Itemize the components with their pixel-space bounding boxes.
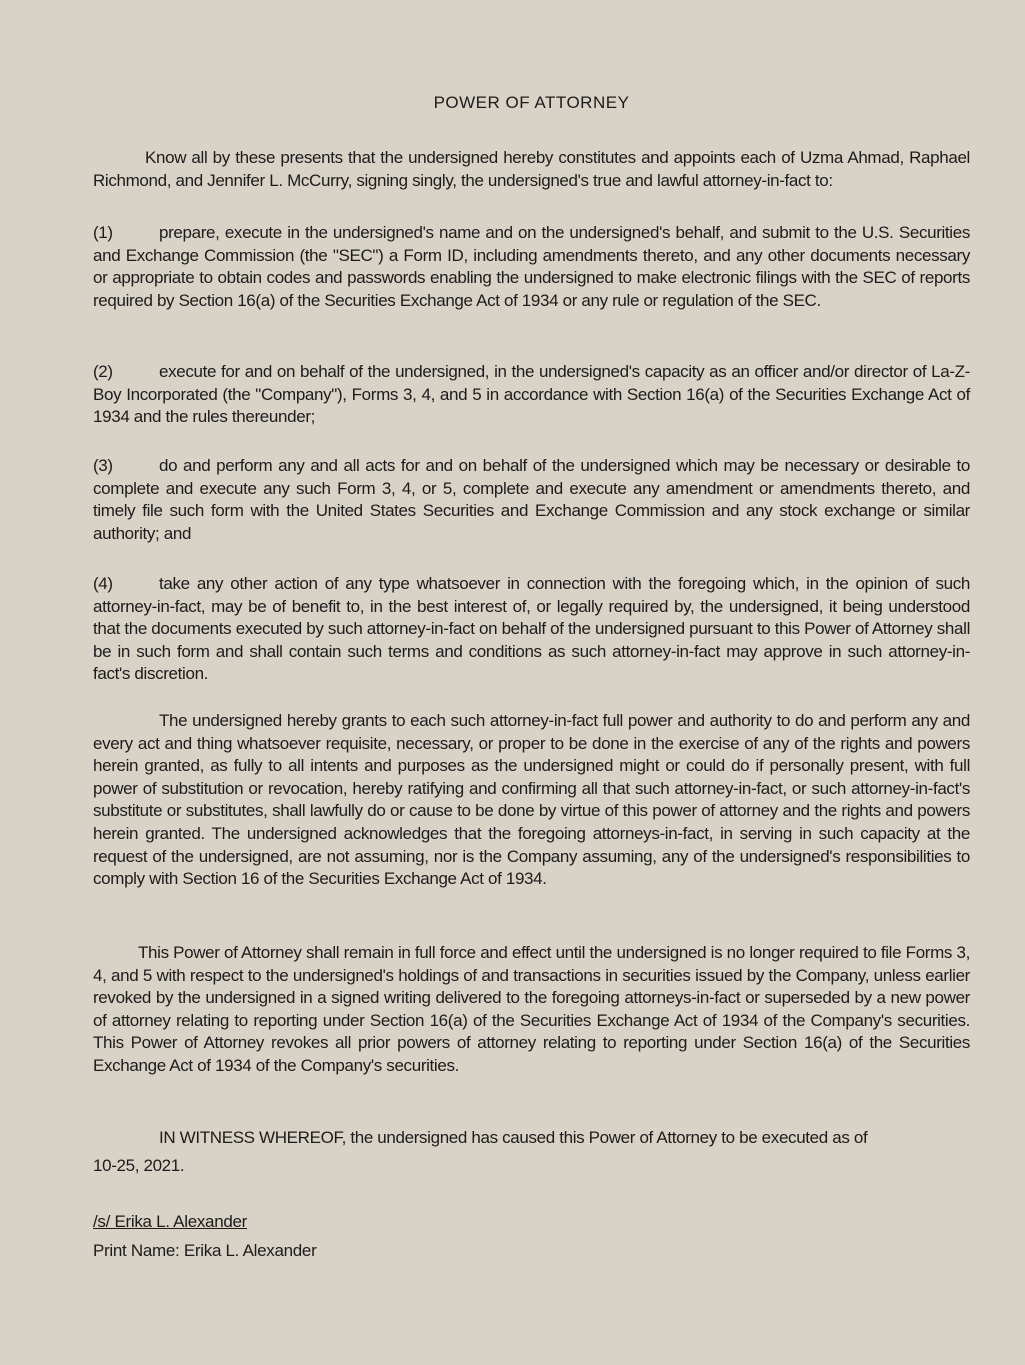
list-item [93,455,970,545]
list-item [93,573,970,686]
duration-paragraph [93,942,970,1078]
witness-paragraph [93,1124,970,1180]
witness-line-1: IN WITNESS WHEREOF, the undersigned has caused this Power of Attorney to be executed as of [159,1128,868,1147]
print-name: Print Name: Erika L. Alexander [93,1241,317,1260]
item-number: (2) [93,362,113,381]
item-number: (4) [93,574,113,593]
intro-paragraph [93,147,970,192]
item-text: prepare, execute in the undersigned's name and on the undersigned's behalf, and submit to the U.S. Securities and Exchange Commission (the "SEC") a Form ID, including amendments thereto, and any other documents necessary or appropriate to obtain codes and passwords enabling the undersigned to make electronic filings with the SEC of reports required by Section 16(a) of the Securities Exchange Act of 1934 or any rule or regulation of the SEC. [93,223,970,310]
witness-line-2: 10-25, 2021. [93,1156,185,1175]
item-text: do and perform any and all acts for and on behalf of the undersigned which may be necessary or desirable to complete and execute any such Form 3, 4, or 5, complete and execute any amendment or amendments thereto, and timely file such form with the United States Securities and Exchange Commission and any stock exchange or similar authority; and [93,456,970,543]
item-number: (1) [93,223,113,242]
document-title: POWER OF ATTORNEY [433,93,630,112]
list-item [93,222,970,312]
grant-paragraph [93,710,970,891]
item-number: (3) [93,456,113,475]
intro-text: Know all by these presents that the undersigned hereby constitutes and appoints each of Uzma Ahmad, Raphael Richmond, and Jennifer L. McCurry, signing singly, the undersigned's true and lawful attorney-in-fact to: [93,148,970,190]
item-text: take any other action of any type whatsoever in connection with the foregoing which, in the opinion of such attorney-in-fact, may be of benefit to, in the best interest of, or legally required by, the undersigned, it being understood that the documents executed by such attorney-in-fact on behalf of the undersigned pursuant to this Power of Attorney shall be in such form and shall contain such terms and conditions as such attorney-in-fact may approve in such attorney-in-fact's discretion. [93,574,970,684]
duration-text: This Power of Attorney shall remain in full force and effect until the undersigned is no longer required to file Forms 3, 4, and 5 with respect to the undersigned's holdings of and transactions in securities issued by the Company, unless earlier revoked by the undersigned in a signed writing delivered to the foregoing attorneys-in-fact or superseded by a new power of attorney relating to reporting under Section 16(a) of the Securities Exchange Act of 1934 of the Company's securities. This Power of Attorney revokes all prior powers of attorney relating to reporting under Section 16(a) of the Securities Exchange Act of 1934 of the Company's securities. [93,943,970,1075]
list-item [93,361,970,429]
grant-text: The undersigned hereby grants to each such attorney-in-fact full power and authority to do and perform any and every act and thing whatsoever requisite, necessary, or proper to be done in the exercise of any of the rights and powers herein granted, as fully to all intents and purposes as the undersigned might or could do if personally present, with full power of substitution or revocation, hereby ratifying and confirming all that such attorney-in-fact, or such attorney-in-fact's substitute or substitutes, shall lawfully do or cause to be done by virtue of this power of attorney and the rights and powers herein granted. The undersigned acknowledges that the foregoing attorneys-in-fact, in serving in such capacity at the request of the undersigned, are not assuming, nor is the Company assuming, any of the undersigned's responsibilities to comply with Section 16 of the Securities Exchange Act of 1934. [93,711,970,889]
signature-line: /s/ Erika L. Alexander [93,1212,248,1231]
item-text: execute for and on behalf of the undersigned, in the undersigned's capacity as an officer and/or director of La-Z-Boy Incorporated (the "Company"), Forms 3, 4, and 5 in accordance with Section 16(a) of the Securities Exchange Act of 1934 and the rules thereunder; [93,362,970,427]
